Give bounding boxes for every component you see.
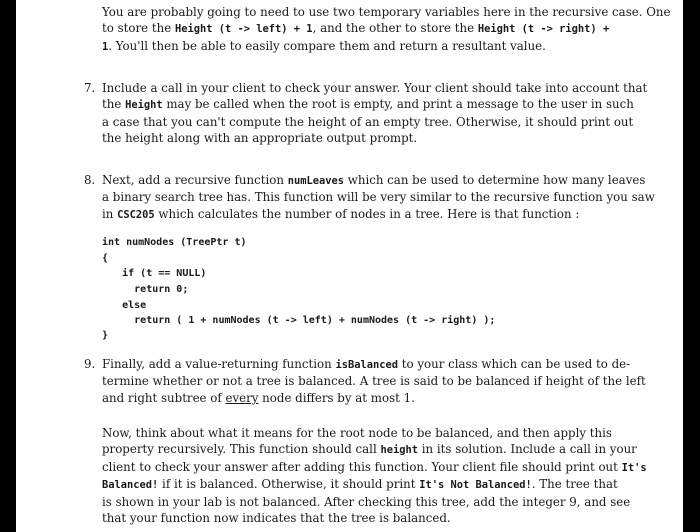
intro-line-2: to store the Height (t -> left) + 1, and the other to store the Height (t -> right) + bbox=[102, 21, 610, 36]
code-height-left: Height (t -> left) + 1 bbox=[174, 23, 313, 36]
item-9-line-3: and right subtree of every node differs by at most 1. bbox=[102, 390, 415, 405]
code-height-right: Height (t -> right) + bbox=[477, 23, 610, 36]
item-9-paragraph-2 bbox=[102, 425, 682, 526]
item-9-line-1: Finally, add a value-returning function isBalanced to your class which can be used to de- bbox=[102, 357, 631, 371]
intro-line-1: You are probably going to need to use two temporary variables here in the recursive case. One bbox=[102, 5, 671, 19]
code-line-4: return 0; bbox=[86, 284, 189, 295]
item-7-line-1: Include a call in your client to check your answer. Your client should take into account that bbox=[102, 81, 648, 95]
item-9-p2-line-6: that your function now indicates that the tree is balanced. bbox=[102, 511, 451, 526]
item-9-p2-line-5: is shown in your lab is not balanced. After checking this tree, add the integer 9, and see bbox=[102, 494, 631, 509]
item-8-line-3: in CSC205 which calculates the number of nodes in a tree. Here is that function : bbox=[102, 206, 580, 221]
code-line-5: else bbox=[86, 300, 147, 311]
item-9-p2-line-3: client to check your answer after adding this function. Your client file should print out It's bbox=[102, 459, 647, 474]
item-7-line-4: the height along with an appropriate output prompt. bbox=[102, 131, 418, 146]
item-7-line-3: a case that you can't compute the height of an empty tree. Otherwise, it should print out bbox=[102, 114, 634, 129]
item-7-line-2: the Height may be called when the root is empty, and print a message to the user in such bbox=[102, 97, 634, 112]
item-9-line-2: termine whether or not a tree is balanced. A tree is said to be balanced if height of the left bbox=[102, 374, 646, 389]
item-9-number: 9. bbox=[84, 357, 96, 371]
item-9-paragraph bbox=[102, 356, 682, 406]
item-7-number: 7. bbox=[84, 81, 96, 95]
item-8-line-1: Next, add a recursive function numLeaves which can be used to determine how many leaves bbox=[102, 173, 646, 187]
code-line-3: if (t == NULL) bbox=[86, 268, 207, 279]
code-line-1: int numNodes (TreePtr t) bbox=[102, 237, 247, 248]
code-line-7: } bbox=[102, 330, 109, 341]
intro-paragraph bbox=[102, 4, 682, 55]
item-8-number: 8. bbox=[84, 173, 96, 187]
item-7-paragraph bbox=[102, 80, 682, 147]
code-line-2: { bbox=[102, 253, 109, 264]
item-9-p2-line-2: property recursively. This function should call height in its solution. Include a call in your bbox=[102, 442, 637, 457]
item-9-p2-line-4: Balanced! if it is balanced. Otherwise, it should print It's Not Balanced!. The tree that bbox=[102, 477, 618, 492]
item-8-line-2: a binary search tree has. This function will be very similar to the recursive function you saw bbox=[102, 190, 655, 205]
item-8-paragraph bbox=[102, 172, 682, 223]
item-9-p2-line-1: Now, think about what it means for the root node to be balanced, and then apply this bbox=[102, 426, 612, 440]
intro-line-3: 1. You'll then be able to easily compare them and return a resultant value. bbox=[102, 38, 546, 53]
code-line-6: return ( 1 + numNodes (t -> left) + numNodes (t -> right) ); bbox=[86, 315, 496, 326]
